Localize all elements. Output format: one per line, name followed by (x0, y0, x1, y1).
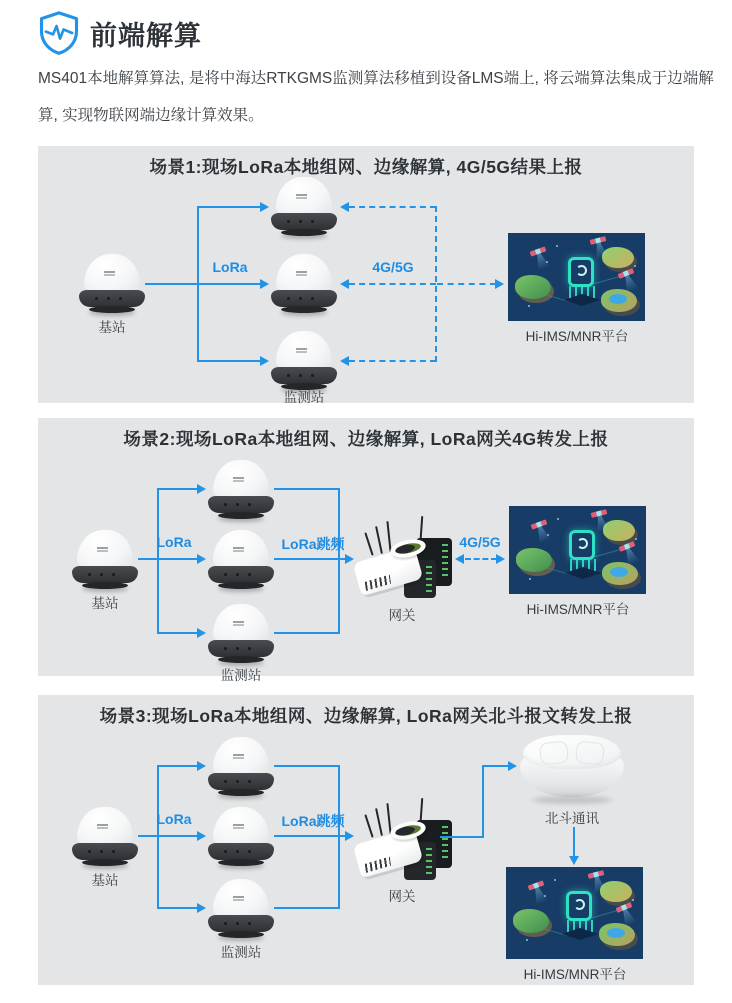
connector-line (157, 907, 198, 909)
arrow-right-icon (345, 831, 354, 841)
connector-line-dashed (349, 206, 436, 208)
monitor-station-device (271, 254, 337, 314)
scene3-panel (38, 695, 694, 985)
gnss-base (79, 290, 145, 307)
scene1-panel (38, 146, 694, 403)
satellite-icon (531, 519, 548, 529)
intro-line-2: 算, 实现物联网端边缘计算效果。 (38, 107, 264, 124)
platform-label: Hi-IMS/MNR平台 (525, 329, 629, 344)
monitor-station-label: 监测站 (283, 390, 325, 405)
satellite-icon (619, 541, 636, 552)
base-station-device (79, 254, 145, 314)
monitor-station-label: 监测站 (220, 945, 262, 960)
connector-line (274, 765, 338, 767)
scene2-title: 场景2:现场LoRa本地组网、边缘解算, LoRa网关4G转发上报 (123, 429, 609, 449)
connector-line (440, 836, 484, 838)
arrow-right-icon (197, 903, 206, 913)
gateway-label: 网关 (388, 608, 416, 623)
connector-line (157, 488, 198, 490)
hub-pedestal (570, 559, 596, 571)
island-icon (513, 909, 549, 933)
connector-line-dashed (349, 360, 436, 362)
base-station-label: 基站 (98, 320, 126, 335)
antenna-icon (375, 526, 383, 554)
arrow-left-icon (455, 554, 464, 564)
arrow-right-icon (495, 279, 504, 289)
connector-line (157, 765, 198, 767)
arrow-left-icon (340, 356, 349, 366)
platform-illustration (509, 506, 646, 594)
platform-illustration (508, 233, 645, 321)
monitor-station-device (208, 879, 274, 939)
island-icon (515, 275, 551, 299)
net-link-label: 4G/5G (372, 259, 414, 275)
arrow-right-icon (197, 554, 206, 564)
monitor-station-device (208, 737, 274, 797)
antenna-icon (364, 814, 373, 837)
arrow-right-icon (197, 628, 206, 638)
satellite-icon (590, 236, 607, 245)
satellite-icon (588, 870, 605, 879)
satellite-icon (591, 509, 608, 518)
page-title: 前端解算 (90, 20, 202, 51)
island-icon (602, 247, 634, 268)
connector-line-dashed (437, 283, 496, 285)
intro-line-1: MS401本地解算算法, 是将中海达RTKGMS监测算法移植到设备LMS端上, 将云端算法集成于边端解 (38, 70, 714, 87)
gateway-device (356, 514, 456, 602)
hub-icon (568, 257, 594, 287)
base-station-device (72, 530, 138, 590)
island-icon (516, 548, 552, 572)
arrow-left-icon (340, 279, 349, 289)
connector-line (157, 632, 198, 634)
scene1-title: 场景1:现场LoRa本地组网、边缘解算, 4G/5G结果上报 (149, 157, 583, 177)
satellite-icon (616, 902, 633, 913)
arrow-right-icon (260, 202, 269, 212)
connector-line (482, 765, 509, 767)
lora-link-label: LoRa (156, 534, 192, 550)
satellite-icon (618, 268, 635, 279)
arrow-right-icon (260, 279, 269, 289)
pond-icon (607, 928, 625, 938)
gnss-logo (104, 271, 115, 276)
monitor-station-device (271, 177, 337, 237)
arrow-right-icon (197, 831, 206, 841)
connector-line (197, 360, 262, 362)
gateway-label: 网关 (388, 889, 416, 904)
lora-link-label: LoRa (156, 811, 192, 827)
hub-pedestal (569, 286, 595, 298)
island-icon (600, 881, 632, 902)
arrow-right-icon (345, 554, 354, 564)
pond-icon (609, 294, 627, 304)
lora-hop-label: LoRa跳频 (281, 813, 345, 829)
scene3-title: 场景3:现场LoRa本地组网、边缘解算, LoRa网关北斗报文转发上报 (99, 706, 633, 726)
connector-line (274, 488, 338, 490)
lora-link-label: LoRa (212, 259, 248, 275)
connector-line-dashed (465, 558, 497, 560)
arrow-right-icon (508, 761, 517, 771)
gateway-device (356, 796, 456, 884)
base-station-device (72, 807, 138, 867)
connector-line (157, 765, 159, 909)
gnss-foot (89, 306, 135, 313)
antenna-icon (364, 532, 373, 555)
monitor-station-device (208, 530, 274, 590)
monitor-station-device (271, 331, 337, 391)
connector-line (338, 765, 340, 909)
scene2-panel (38, 418, 694, 683)
beidou-device (520, 735, 624, 799)
intro-paragraph (38, 60, 714, 134)
connector-line (573, 827, 575, 857)
arrow-right-icon (496, 554, 505, 564)
monitor-station-device (208, 604, 274, 664)
connector-line (274, 907, 338, 909)
connector-line (145, 283, 262, 285)
platform-label: Hi-IMS/MNR平台 (523, 967, 627, 982)
connector-line (338, 488, 340, 634)
pond-icon (610, 567, 628, 577)
connector-line (197, 206, 262, 208)
island-icon (603, 520, 635, 541)
arrow-down-icon (569, 856, 579, 865)
satellite-icon (528, 880, 545, 890)
connector-line (482, 766, 484, 838)
monitor-station-device (208, 807, 274, 867)
arrow-right-icon (260, 356, 269, 366)
lora-hop-label: LoRa跳频 (281, 536, 345, 552)
connector-line (274, 558, 346, 560)
monitor-station-label: 监测站 (220, 668, 262, 683)
hub-icon (569, 530, 595, 560)
arrow-right-icon (197, 484, 206, 494)
satellite-icon (530, 246, 547, 256)
arrow-right-icon (197, 761, 206, 771)
connector-line (138, 558, 198, 560)
base-station-label: 基站 (91, 873, 119, 888)
connector-line (274, 835, 346, 837)
shield-pulse-icon (38, 10, 80, 56)
connector-line (138, 835, 198, 837)
connector-line (274, 632, 338, 634)
connector-line (157, 488, 159, 634)
monitor-station-device (208, 460, 274, 520)
page-header (38, 10, 694, 56)
arrow-left-icon (340, 202, 349, 212)
base-station-label: 基站 (91, 596, 119, 611)
connector-line-dashed (349, 283, 436, 285)
net-link-label: 4G/5G (459, 534, 501, 550)
hub-icon (566, 891, 592, 921)
platform-label: Hi-IMS/MNR平台 (526, 602, 630, 617)
antenna-icon (375, 808, 383, 836)
platform-illustration (506, 867, 643, 959)
hub-pedestal (567, 920, 593, 932)
beidou-label: 北斗通讯 (545, 811, 599, 826)
